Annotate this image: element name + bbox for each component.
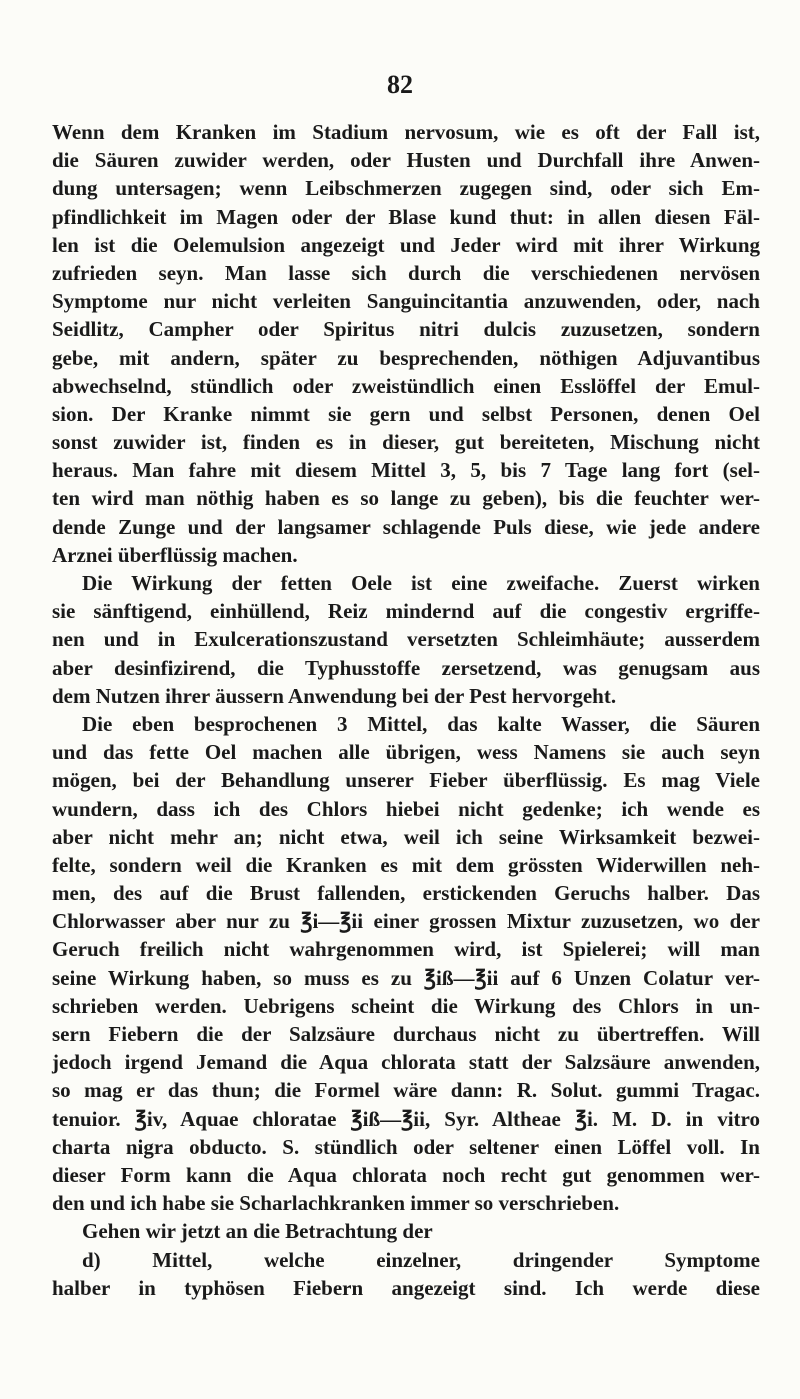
text-line: zufrieden seyn. Man lasse sich durch die verschiedenen nervösen <box>52 260 760 285</box>
text-line: Wenn dem Kranken im Stadium nervosum, wie es oft der Fall ist, <box>52 120 760 144</box>
text-line: Die eben besprochenen 3 Mittel, das kalte Wasser, die Säuren <box>82 711 760 736</box>
text-line: heraus. Man fahre mit diesem Mittel 3, 5, bis 7 Tage lang fort (sel- <box>52 458 760 483</box>
text-line: sonst zuwider ist, finden es in dieser, gut bereiteten, Mischung nicht <box>52 430 760 455</box>
body-text <box>52 118 760 1302</box>
text-line: charta nigra obducto. S. stündlich oder seltener einen Löffel voll. In <box>52 1134 760 1159</box>
text-line: gebe, mit andern, später zu besprechenden, nöthigen Adjuvantibus <box>52 345 760 370</box>
text-line: tenuior. ℥iv, Aquae chloratae ℥iß—℥ii, Syr. Altheae ℥i. M. D. in vitro <box>52 1106 760 1131</box>
text-line: mögen, bei der Behandlung unserer Fieber überflüssig. Es mag Viele <box>52 768 760 793</box>
text-line: sie sänftigend, einhüllend, Reiz mindernd auf die congestiv ergriffe- <box>52 599 760 624</box>
text-line: Gehen wir jetzt an die Betrachtung der <box>82 1219 433 1244</box>
text-line: len ist die Oelemulsion angezeigt und Jeder wird mit ihrer Wirkung <box>52 232 760 257</box>
text-line: jedoch irgend Jemand die Aqua chlorata statt der Salzsäure anwenden, <box>52 1050 760 1075</box>
text-line: halber in typhösen Fiebern angezeigt sind. Ich werde diese <box>52 1275 760 1300</box>
text-line: dieser Form kann die Aqua chlorata noch recht gut genommen wer- <box>52 1162 760 1187</box>
text-line: die Säuren zuwider werden, oder Husten und Durchfall ihre Anwen- <box>52 148 760 173</box>
text-line: sern Fiebern die der Salzsäure durchaus nicht zu übertreffen. Will <box>52 1022 760 1046</box>
text-line: Die Wirkung der fetten Oele ist eine zweifache. Zuerst wirken <box>82 571 760 595</box>
text-line: wundern, dass ich des Chlors hiebei nicht gedenke; ich wende es <box>52 796 760 821</box>
text-line: nen und in Exulcerationszustand versetzten Schleimhäute; ausserdem <box>52 627 760 652</box>
text-line: felte, sondern weil die Kranken es mit dem grössten Widerwillen neh- <box>52 852 760 877</box>
text-line: den und ich habe sie Scharlachkranken immer so verschrieben. <box>52 1191 620 1216</box>
text-line: pfindlichkeit im Magen oder der Blase kund thut: in allen diesen Fäl- <box>52 204 760 229</box>
text-line: und das fette Oel machen alle übrigen, wess Namens sie auch seyn <box>52 740 760 765</box>
text-line: dende Zunge und der langsamer schlagende Puls diese, wie jede andere <box>52 514 760 539</box>
text-line: Chlorwasser aber nur zu ℥i—℥ii einer grossen Mixtur zuzusetzen, wo der <box>52 909 760 934</box>
page-number: 82 <box>387 70 413 99</box>
text-line: sion. Der Kranke nimmt sie gern und selbst Personen, denen Oel <box>52 401 760 426</box>
text-line: Symptome nur nicht verleiten Sanguincitantia anzuwenden, oder, nach <box>52 289 760 314</box>
text-line: dem Nutzen ihrer äussern Anwendung bei der Pest hervorgeht. <box>52 683 617 708</box>
text-line: aber nicht mehr an; nicht etwa, weil ich seine Wirksamkeit bezwei- <box>52 824 760 849</box>
text-line: ten wird man nöthig haben es so lange zu geben), bis die feuchter wer- <box>52 486 760 511</box>
text-line: so mag er das thun; die Formel wäre dann: R. Solut. gummi Tragac. <box>52 1078 760 1103</box>
text-line: Arznei überflüssig machen. <box>52 542 298 567</box>
section-heading-line: d) Mittel, welche einzelner, dringender Symptome <box>82 1247 760 1272</box>
text-line: Geruch freilich nicht wahrgenommen wird, ist Spielerei; will man <box>52 937 760 962</box>
text-line: aber desinfizirend, die Typhusstoffe zersetzend, was genugsam aus <box>52 655 760 680</box>
text-line: men, des auf die Brust fallenden, erstickenden Geruchs halber. Das <box>52 881 760 906</box>
text-line: seine Wirkung haben, so muss es zu ℥iß—℥ii auf 6 Unzen Colatur ver- <box>52 965 760 990</box>
text-line: abwechselnd, stündlich oder zweistündlich einen Esslöffel der Emul- <box>52 373 760 398</box>
text-line: schrieben werden. Uebrigens scheint die Wirkung des Chlors in un- <box>52 993 760 1018</box>
text-line: dung untersagen; wenn Leibschmerzen zugegen sind, oder sich Em- <box>52 176 760 201</box>
text-line: Seidlitz, Campher oder Spiritus nitri dulcis zuzusetzen, sondern <box>52 317 760 342</box>
